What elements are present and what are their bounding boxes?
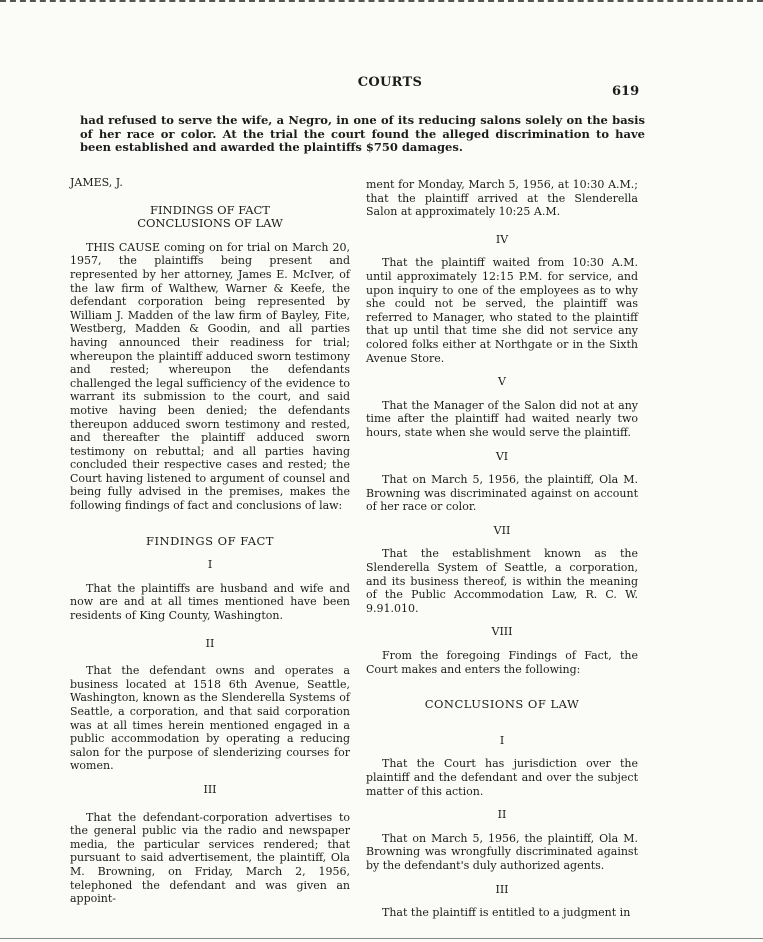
intro-paragraph: THIS CAUSE coming on for trial on March 20, 1957, the plaintiffs being present and represented by her attorney, James E. McIver, of the law firm of Walthew, Warner & Keefe, the defendant corporation being represented by William J. Madden of the law firm of Bayley, Fite, Westberg, Madden & Goodin, and all parties having announced their readiness for trial; whereupon the plaintiff adduced sworn testimony and rested; whereupon the defendants challenged the legal sufficiency of the evidence to warrant its submission to the court, and said motive having been denied; the defendants thereupon adduced sworn testimony and rested, and thereafter the plaintiff adduced sworn testimony on rebuttal; and all parties having concluded their respective cases and rested; the Court having listened to argument of counsel and being fully advised in the premises, makes the following findings of fact and conclusions of law:	[70, 240, 350, 513]
running-head: COURTS	[357, 75, 423, 90]
title-conclusions-of-law: CONCLUSIONS OF LAW	[137, 216, 283, 231]
finding-6-numeral: VI	[495, 449, 509, 463]
conclusions-of-law-heading: CONCLUSIONS OF LAW	[424, 697, 580, 712]
page-bottom-edge	[0, 938, 763, 939]
left-column	[70, 176, 350, 906]
finding-8-text: From the foregoing Findings of Fact, the Court makes and enters the following:	[366, 649, 638, 676]
conclusion-3-text: That the plaintiff is entitled to a judgment in	[382, 906, 631, 920]
finding-8-numeral: VIII	[491, 625, 513, 639]
finding-6-text: That on March 5, 1956, the plaintiff, Ola M. Browning was discriminated against on account of her race or color.	[366, 473, 638, 514]
conclusion-3-numeral: III	[495, 882, 509, 896]
finding-1-numeral: I	[207, 558, 213, 572]
page-top-edge	[0, 0, 763, 2]
finding-4-text: That the plaintiff waited from 10:30 A.M. until approximately 12:15 P.M. for service, and upon inquiry to one of the employees as to why she could not be served, the plaintiff was referred to Manager, who stated to the plaintiff that up until that time she did not service any colored folks either at Northgate or in the Sixth Avenue Store.	[366, 256, 638, 365]
finding-2-numeral: II	[205, 636, 215, 650]
conclusion-2-text: That on March 5, 1956, the plaintiff, Ola M. Browning was wrongfully discriminated against by the defendant's duly authorized agents.	[366, 831, 638, 872]
finding-5-text: That the Manager of the Salon did not at any time after the plaintiff had waited nearly two hours, state when she would serve the plaintiff.	[366, 398, 638, 439]
conclusion-2-numeral: II	[497, 808, 507, 822]
finding-7-numeral: VII	[493, 523, 511, 537]
finding-2-text: That the defendant owns and operates a business located at 1518 6th Avenue, Seattle, Washington, known as the Slenderella Systems of Seattle, a corporation, and that said corporation was at all times herein mentioned engaged in a public accommodation by operating a reducing salon for the purpose of slenderizing courses for women.	[70, 664, 350, 773]
title-findings-of-fact: FINDINGS OF FACT	[150, 202, 270, 217]
right-column	[366, 178, 638, 920]
finding-5-numeral: V	[498, 375, 506, 389]
findings-of-fact-heading: FINDINGS OF FACT	[146, 533, 274, 548]
finding-7-text: That the establishment known as the Slenderella System of Seattle, a corporation, and its business thereof, is within the meaning of the Public Accommodation Law, R. C. W. 9.91.010.	[366, 547, 638, 615]
judge-name: JAMES, J.	[70, 176, 123, 189]
finding-1-text: That the plaintiffs are husband and wife and now are and at all times mentioned have been residents of King County, Washington.	[70, 581, 350, 623]
finding-3-numeral: III	[203, 782, 217, 796]
finding-3-text: That the defendant-corporation advertises to the general public via the radio and newspaper media, the particular services rendered; that pursuant to said advertisement, the plaintiff, Ola M. Browning, on Friday, March 2, 1956, telephoned the defendant and was given an appoint-	[70, 810, 350, 906]
finding-3-continued: ment for Monday, March 5, 1956, at 10:30 A.M.; that the plaintiff arrived at the Slenderella Salon at approximately 10:25 A.M.	[366, 178, 638, 219]
finding-4-numeral: IV	[495, 232, 509, 246]
page-number: 619	[612, 84, 640, 99]
conclusion-1-numeral: I	[499, 733, 505, 747]
conclusion-1-text: That the Court has jurisdiction over the plaintiff and the defendant and over the subject matter of this action.	[366, 757, 638, 798]
headnote-summary: had refused to serve the wife, a Negro, in one of its reducing salons solely on the basis of her race or color. At the trial the court found the alleged discrimination to have been established and awarded the plaintiffs $750 damages.	[80, 113, 645, 154]
